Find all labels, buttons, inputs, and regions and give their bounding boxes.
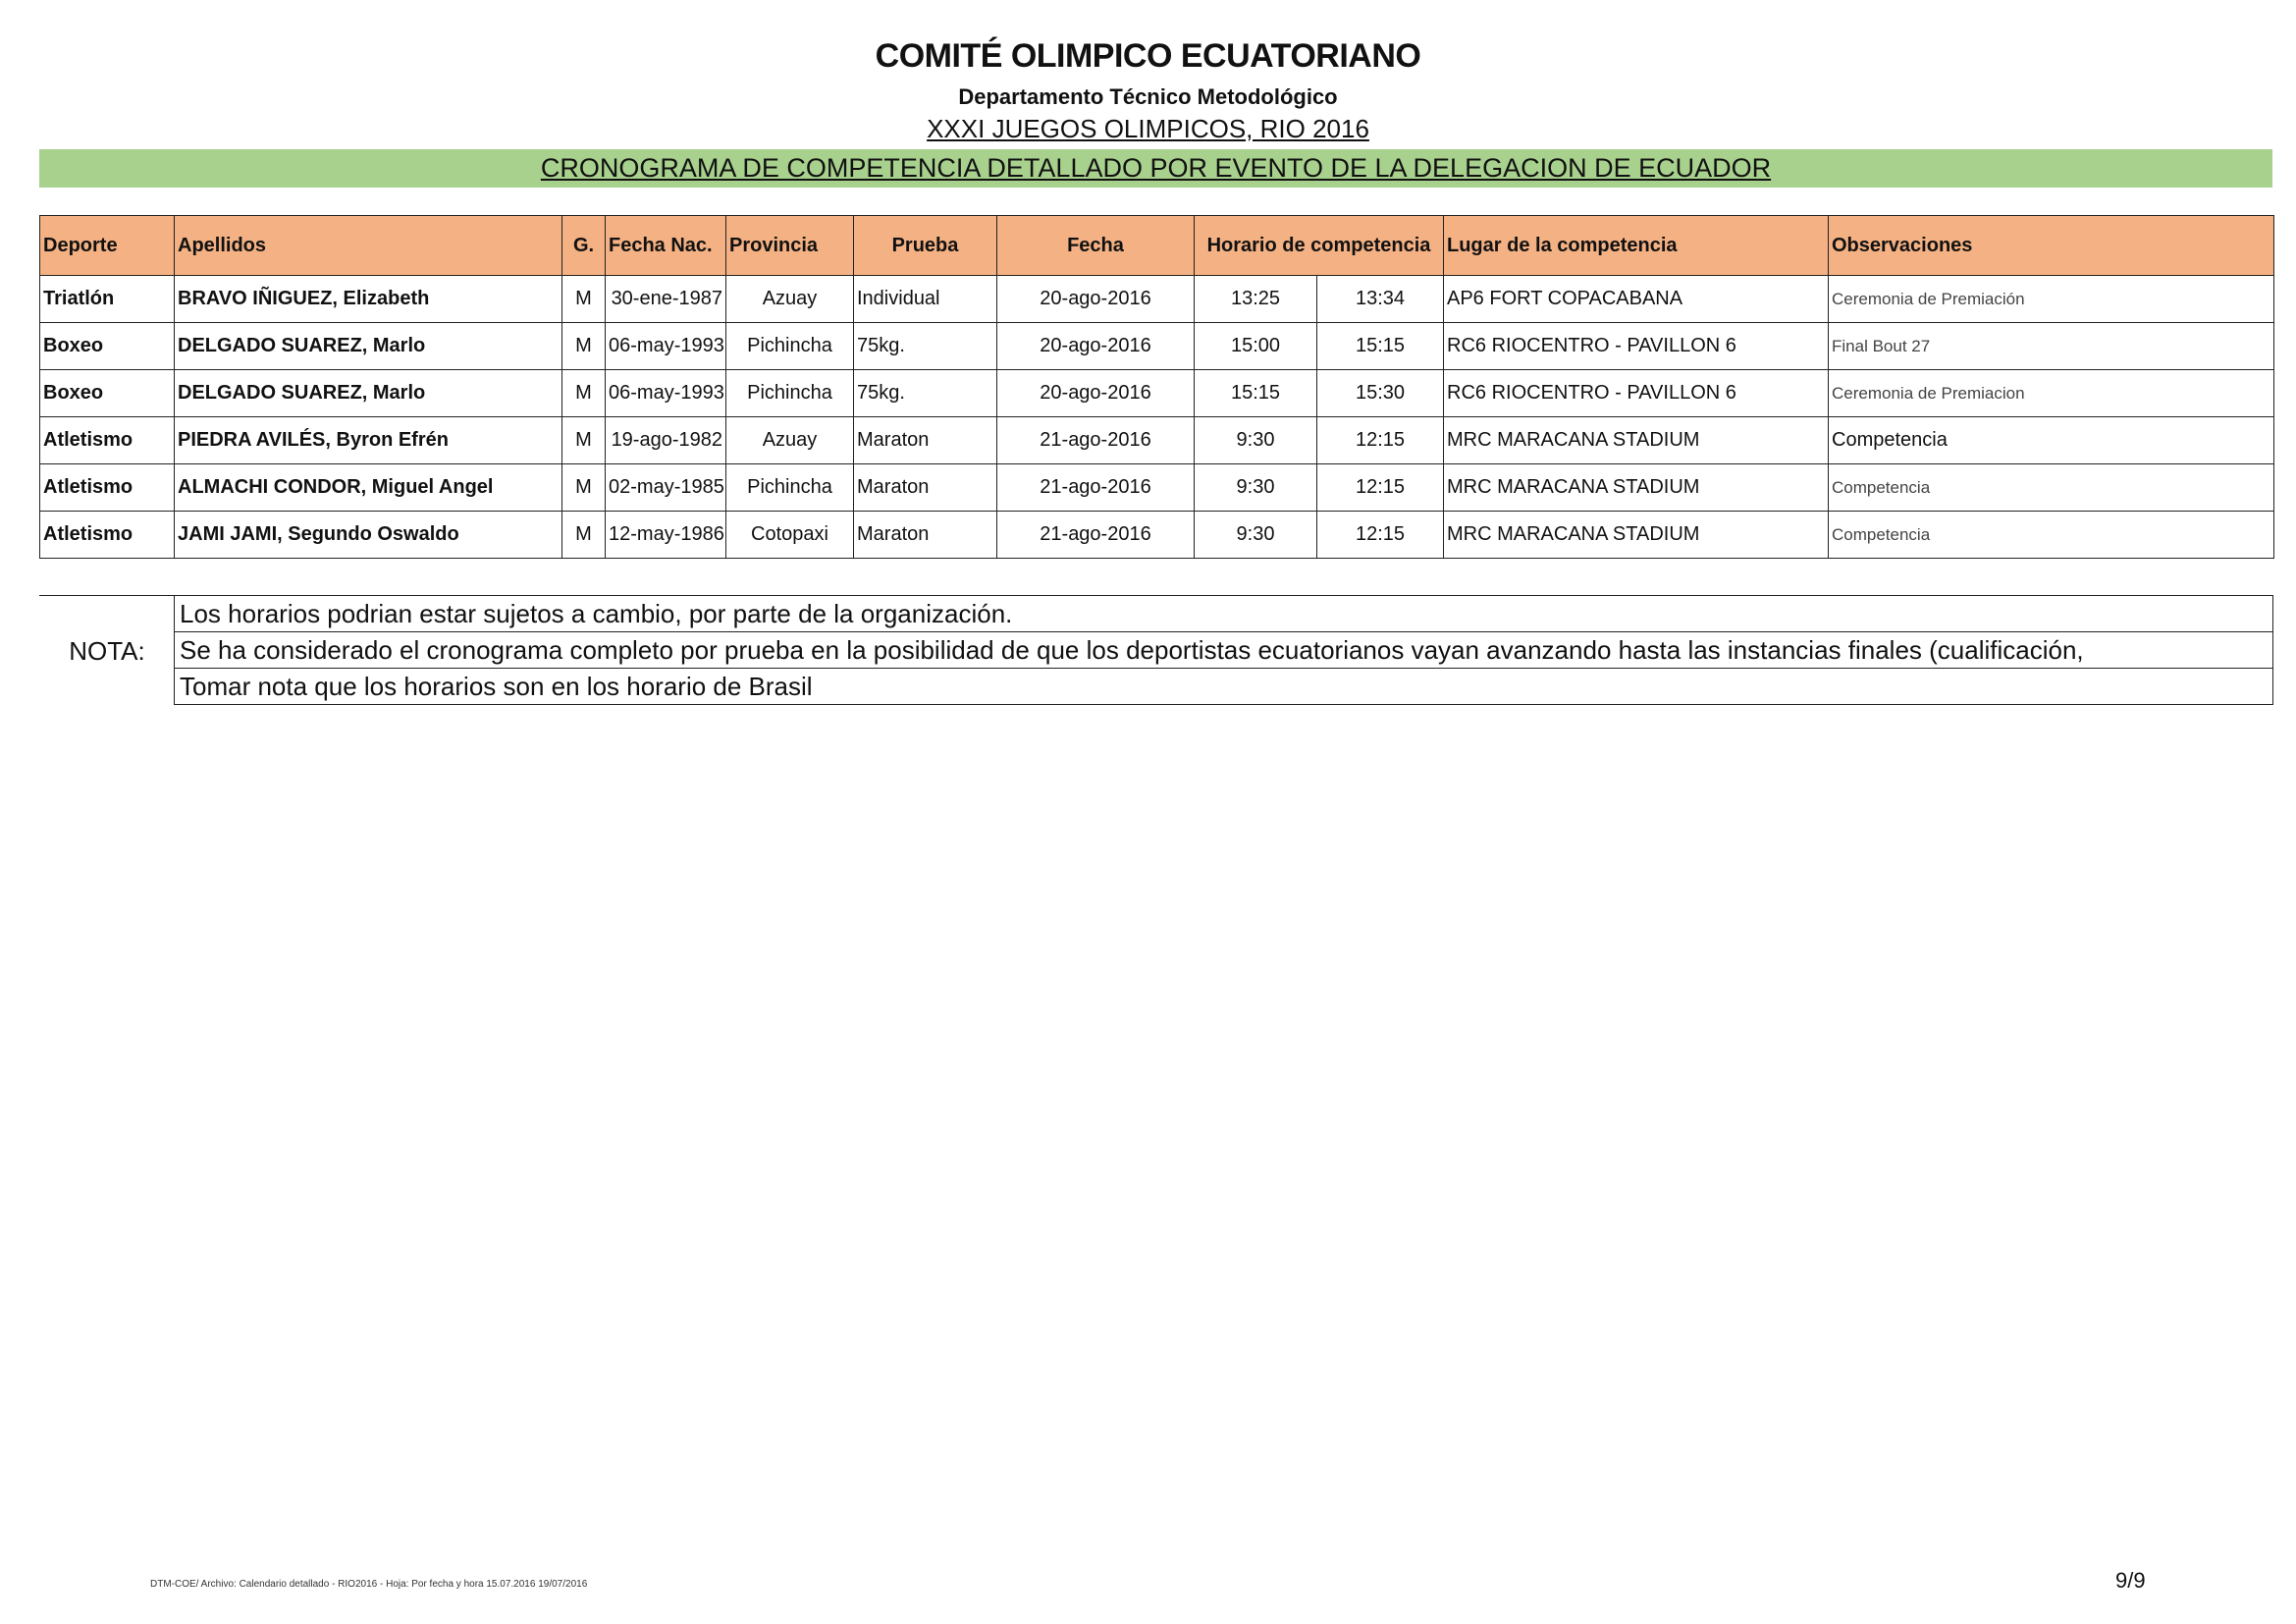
cell-prueba: Maraton	[854, 417, 997, 464]
table-row	[40, 464, 2274, 512]
note-line: Se ha considerado el cronograma completo por prueba en la posibilidad de que los deportistas ecuatorianos vayan avanzando hasta las instancias finales (cualificación,	[175, 632, 2273, 669]
cell-hora-inicio: 9:30	[1195, 512, 1317, 559]
cell-observaciones: Competencia	[1829, 417, 2274, 464]
cell-fecha-nac: 06-may-1993	[606, 323, 726, 370]
col-horario: Horario de competencia	[1195, 216, 1444, 276]
cell-fecha: 20-ago-2016	[997, 276, 1195, 323]
note-row	[175, 596, 2273, 632]
games-subtitle: XXXI JUEGOS OLIMPICOS, RIO 2016	[927, 114, 1369, 143]
cell-deporte: Boxeo	[40, 323, 175, 370]
cell-deporte: Atletismo	[40, 464, 175, 512]
cell-observaciones: Ceremonia de Premiación	[1829, 276, 2274, 323]
page-number: 9/9	[2115, 1568, 2146, 1593]
cell-hora-fin: 12:15	[1317, 464, 1444, 512]
table-row	[40, 370, 2274, 417]
table-row	[40, 417, 2274, 464]
col-fecha: Fecha	[997, 216, 1195, 276]
note-line: Los horarios podrian estar sujetos a cambio, por parte de la organización.	[175, 596, 2273, 632]
table-row	[40, 512, 2274, 559]
cell-lugar: AP6 FORT COPACABANA	[1444, 276, 1829, 323]
document-title: COMITÉ OLIMPICO ECUATORIANO	[875, 37, 1421, 75]
cell-hora-fin: 13:34	[1317, 276, 1444, 323]
cell-apellidos: BRAVO IÑIGUEZ, Elizabeth	[175, 276, 562, 323]
cell-hora-fin: 12:15	[1317, 512, 1444, 559]
cell-prueba: Individual	[854, 276, 997, 323]
cell-prueba: Maraton	[854, 464, 997, 512]
nota-label: NOTA:	[69, 636, 145, 666]
footer-file-info: DTM-COE/ Archivo: Calendario detallado - RIO2016 - Hoja: Por fecha y hora 15.07.2016 19/07/2016	[150, 1579, 588, 1590]
col-lugar: Lugar de la competencia	[1444, 216, 1829, 276]
cell-apellidos: ALMACHI CONDOR, Miguel Angel	[175, 464, 562, 512]
cell-apellidos: DELGADO SUAREZ, Marlo	[175, 370, 562, 417]
cell-genero: M	[562, 370, 606, 417]
cell-genero: M	[562, 464, 606, 512]
cell-provincia: Pichincha	[726, 323, 854, 370]
cell-lugar: RC6 RIOCENTRO - PAVILLON 6	[1444, 323, 1829, 370]
table-row	[40, 323, 2274, 370]
notes-table	[174, 595, 2273, 705]
cell-prueba: 75kg.	[854, 323, 997, 370]
cell-observaciones: Competencia	[1829, 464, 2274, 512]
schedule-banner: CRONOGRAMA DE COMPETENCIA DETALLADO POR EVENTO DE LA DELEGACION DE ECUADOR	[39, 149, 2272, 188]
cell-fecha-nac: 02-may-1985	[606, 464, 726, 512]
col-observaciones: Observaciones	[1829, 216, 2274, 276]
col-deporte: Deporte	[40, 216, 175, 276]
table-row	[40, 276, 2274, 323]
cell-lugar: RC6 RIOCENTRO - PAVILLON 6	[1444, 370, 1829, 417]
cell-hora-fin: 15:30	[1317, 370, 1444, 417]
cell-provincia: Pichincha	[726, 370, 854, 417]
cell-fecha-nac: 12-may-1986	[606, 512, 726, 559]
cell-genero: M	[562, 276, 606, 323]
cell-prueba: Maraton	[854, 512, 997, 559]
cell-prueba: 75kg.	[854, 370, 997, 417]
cell-apellidos: DELGADO SUAREZ, Marlo	[175, 323, 562, 370]
cell-observaciones: Competencia	[1829, 512, 2274, 559]
note-row	[175, 632, 2273, 669]
cell-hora-inicio: 15:15	[1195, 370, 1317, 417]
cell-lugar: MRC MARACANA STADIUM	[1444, 464, 1829, 512]
col-fecha-nac: Fecha Nac.	[606, 216, 726, 276]
cell-hora-fin: 12:15	[1317, 417, 1444, 464]
nota-divider	[39, 595, 175, 596]
cell-apellidos: PIEDRA AVILÉS, Byron Efrén	[175, 417, 562, 464]
note-line: Tomar nota que los horarios son en los horario de Brasil	[175, 669, 2273, 705]
cell-hora-inicio: 9:30	[1195, 464, 1317, 512]
cell-fecha: 21-ago-2016	[997, 512, 1195, 559]
cell-hora-inicio: 15:00	[1195, 323, 1317, 370]
cell-fecha-nac: 06-may-1993	[606, 370, 726, 417]
col-prueba: Prueba	[854, 216, 997, 276]
cell-fecha-nac: 30-ene-1987	[606, 276, 726, 323]
cell-observaciones: Ceremonia de Premiacion	[1829, 370, 2274, 417]
cell-lugar: MRC MARACANA STADIUM	[1444, 417, 1829, 464]
note-row	[175, 669, 2273, 705]
cell-fecha: 21-ago-2016	[997, 464, 1195, 512]
cell-fecha: 20-ago-2016	[997, 370, 1195, 417]
cell-provincia: Cotopaxi	[726, 512, 854, 559]
cell-hora-fin: 15:15	[1317, 323, 1444, 370]
cell-fecha: 20-ago-2016	[997, 323, 1195, 370]
col-provincia: Provincia	[726, 216, 854, 276]
cell-deporte: Boxeo	[40, 370, 175, 417]
cell-deporte: Atletismo	[40, 417, 175, 464]
cell-fecha-nac: 19-ago-1982	[606, 417, 726, 464]
cell-observaciones: Final Bout 27	[1829, 323, 2274, 370]
col-genero: G.	[562, 216, 606, 276]
cell-genero: M	[562, 323, 606, 370]
cell-lugar: MRC MARACANA STADIUM	[1444, 512, 1829, 559]
table-header-row	[40, 216, 2274, 276]
cell-hora-inicio: 9:30	[1195, 417, 1317, 464]
cell-genero: M	[562, 417, 606, 464]
cell-deporte: Triatlón	[40, 276, 175, 323]
cell-provincia: Pichincha	[726, 464, 854, 512]
cell-genero: M	[562, 512, 606, 559]
cell-provincia: Azuay	[726, 417, 854, 464]
department-subtitle: Departamento Técnico Metodológico	[958, 84, 1338, 109]
col-apellidos: Apellidos	[175, 216, 562, 276]
cell-fecha: 21-ago-2016	[997, 417, 1195, 464]
cell-apellidos: JAMI JAMI, Segundo Oswaldo	[175, 512, 562, 559]
cell-provincia: Azuay	[726, 276, 854, 323]
schedule-table	[39, 215, 2274, 559]
cell-deporte: Atletismo	[40, 512, 175, 559]
cell-hora-inicio: 13:25	[1195, 276, 1317, 323]
